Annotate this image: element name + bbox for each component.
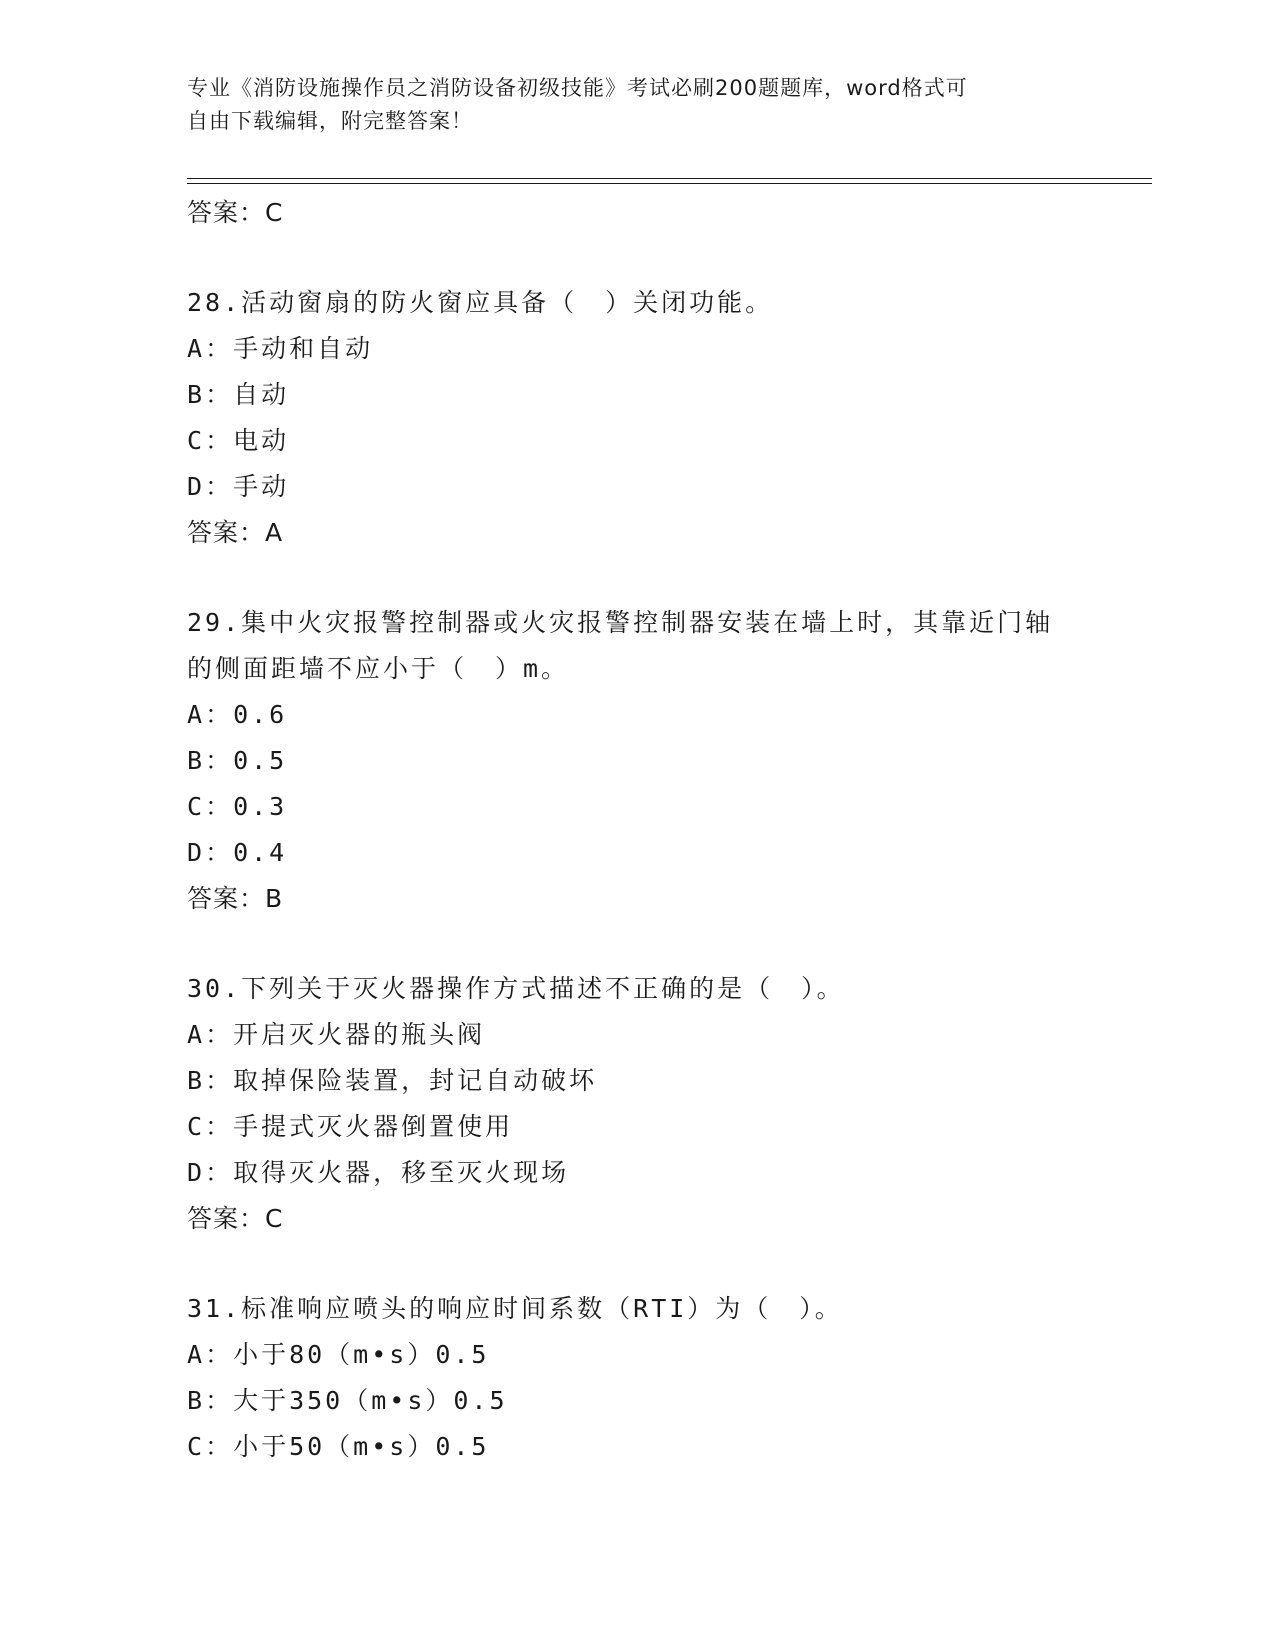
- option-text: 手提式灭火器倒置使用: [233, 1112, 514, 1141]
- option-30-c: [187, 1104, 1087, 1150]
- option-28-c: [187, 418, 1087, 464]
- option-30-a: [187, 1012, 1087, 1058]
- option-separator: ：: [205, 1066, 234, 1095]
- option-29-a: [187, 692, 1087, 738]
- option-29-d: [187, 830, 1087, 876]
- option-separator: ：: [205, 1432, 234, 1461]
- question-31-text: 31.标准响应喷头的响应时间系数（RTI）为（ ）。: [187, 1294, 843, 1323]
- option-28-a: [187, 326, 1087, 372]
- option-separator: ：: [205, 426, 234, 455]
- question-block-29: [187, 600, 1087, 922]
- document-body: [187, 190, 1087, 1470]
- question-28-text: 28.活动窗扇的防火窗应具备（ ）关闭功能。: [187, 288, 774, 317]
- option-text: 小于80（m•s）0.5: [233, 1340, 490, 1369]
- option-31-a: [187, 1332, 1087, 1378]
- spacer: [187, 922, 1087, 966]
- option-text: 0.5: [233, 746, 288, 775]
- option-label: B: [187, 1386, 206, 1415]
- option-separator: ：: [205, 1386, 234, 1415]
- option-text: 大于350（m•s）0.5: [233, 1386, 508, 1415]
- answer-30: 答案：C: [187, 1204, 284, 1233]
- option-separator: ：: [205, 334, 234, 363]
- option-separator: ：: [205, 472, 234, 501]
- option-label: B: [187, 746, 206, 775]
- question-block-28: [187, 280, 1087, 556]
- option-text: 0.4: [233, 838, 288, 867]
- option-label: A: [187, 1340, 206, 1369]
- option-text: 电动: [233, 426, 290, 455]
- option-separator: ：: [205, 1158, 234, 1187]
- option-separator: ：: [205, 700, 234, 729]
- option-label: A: [187, 700, 206, 729]
- header-title-line-2: 自由下载编辑，附完整答案！: [187, 109, 473, 133]
- option-label: B: [187, 1066, 206, 1095]
- option-label: A: [187, 334, 206, 363]
- option-30-b: [187, 1058, 1087, 1104]
- header-divider-bottom: [187, 183, 1152, 184]
- option-31-b: [187, 1378, 1087, 1424]
- option-text: 自动: [233, 380, 290, 409]
- option-separator: ：: [205, 1020, 234, 1049]
- question-block-30: [187, 966, 1087, 1242]
- option-label: D: [187, 838, 206, 867]
- option-label: C: [187, 1112, 206, 1141]
- option-text: 手动: [233, 472, 290, 501]
- option-30-d: [187, 1150, 1087, 1196]
- question-29-text-line-2: 的侧面距墙不应小于（ ）m。: [187, 654, 570, 683]
- option-label: B: [187, 380, 206, 409]
- page-header: [187, 72, 1067, 138]
- option-29-b: [187, 738, 1087, 784]
- option-separator: ：: [205, 792, 234, 821]
- option-text: 开启灭火器的瓶头阀: [233, 1020, 486, 1049]
- answer-28: 答案：A: [187, 518, 284, 547]
- question-30-text: 30.下列关于灭火器操作方式描述不正确的是（ ）。: [187, 974, 845, 1003]
- header-divider-top: [187, 178, 1152, 179]
- spacer: [187, 556, 1087, 600]
- spacer: [187, 236, 1087, 280]
- option-text: 取掉保险装置，封记自动破坏: [233, 1066, 598, 1095]
- header-title-line-1: 专业《消防设施操作员之消防设备初级技能》考试必刷200题题库，word格式可: [187, 76, 968, 100]
- option-separator: ：: [205, 746, 234, 775]
- option-separator: ：: [205, 838, 234, 867]
- option-separator: ：: [205, 380, 234, 409]
- option-separator: ：: [205, 1340, 234, 1369]
- option-31-c: [187, 1424, 1087, 1470]
- question-29-text-line-1: 29.集中火灾报警控制器或火灾报警控制器安装在墙上时，其靠近门轴: [187, 608, 1054, 637]
- option-label: C: [187, 426, 206, 455]
- question-block-31: [187, 1286, 1087, 1470]
- option-label: C: [187, 792, 206, 821]
- option-label: A: [187, 1020, 206, 1049]
- option-text: 手动和自动: [233, 334, 374, 363]
- option-29-c: [187, 784, 1087, 830]
- answer-29: 答案：B: [187, 884, 284, 913]
- answer-27: 答案：C: [187, 198, 284, 227]
- option-28-d: [187, 464, 1087, 510]
- option-text: 0.6: [233, 700, 288, 729]
- option-separator: ：: [205, 1112, 234, 1141]
- option-text: 取得灭火器，移至灭火现场: [233, 1158, 570, 1187]
- option-label: D: [187, 472, 206, 501]
- option-label: C: [187, 1432, 206, 1461]
- spacer: [187, 1242, 1087, 1286]
- option-label: D: [187, 1158, 206, 1187]
- option-text: 小于50（m•s）0.5: [233, 1432, 490, 1461]
- option-28-b: [187, 372, 1087, 418]
- option-text: 0.3: [233, 792, 288, 821]
